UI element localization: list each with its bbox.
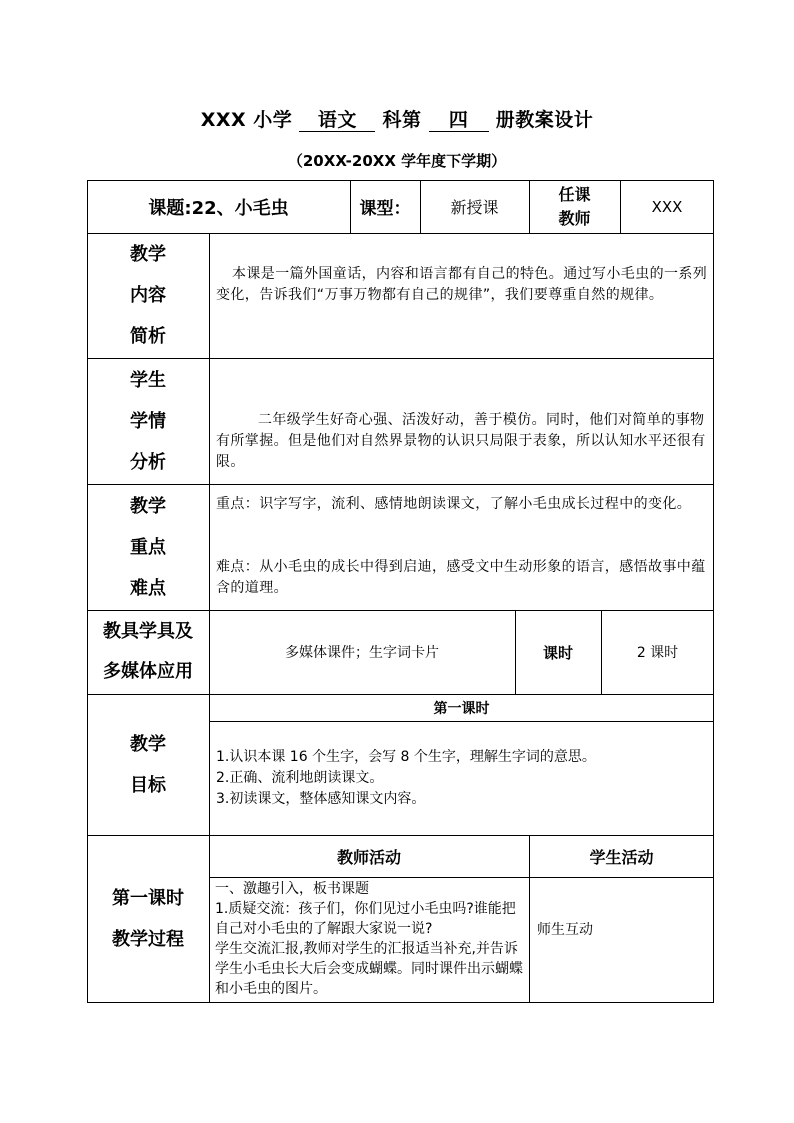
student-activity-text: 师生互动 — [537, 922, 593, 938]
process-label — [87, 835, 209, 1003]
tools-label-1: 教具学具及 — [103, 621, 193, 642]
page-subtitle: （20XX-20XX 学年度下学期） — [287, 152, 507, 170]
student-analysis-label-1: 学生 — [130, 369, 166, 391]
title-mid: 科第 — [382, 109, 422, 131]
objective-item: 3.初读课文，整体感知课文内容。 — [216, 791, 426, 807]
content-intro-label-3: 简析 — [130, 326, 166, 347]
process-label-2: 教学过程 — [112, 929, 184, 950]
objectives-label-1: 教学 — [130, 733, 166, 755]
lesson-type-label: 课型： — [359, 199, 411, 219]
teacher-activity-text — [215, 879, 525, 999]
teacher-value: XXX — [651, 197, 683, 216]
teacher-activity-line: 学生交流汇报,教师对学生的汇报适当补充,并告诉学生小毛虫长大后会变成蝴蝶。同时课件出示蝴蝶和小毛虫的图片。 — [215, 941, 523, 997]
objectives-list — [216, 747, 708, 810]
student-activity-header: 学生活动 — [589, 847, 654, 867]
content-intro-label — [87, 233, 209, 358]
key-points-label — [87, 484, 209, 610]
objectives-label — [87, 694, 209, 835]
objective-item: 2.正确、流利地朗读课文。 — [216, 770, 384, 786]
student-analysis-label-2: 学情 — [130, 410, 166, 432]
content-intro-label-1: 教学 — [130, 244, 166, 265]
objectives-label-2: 目标 — [130, 774, 166, 796]
student-analysis-label — [87, 358, 209, 484]
key-points-label-2: 重点 — [130, 536, 166, 558]
hours-label: 课时 — [542, 643, 573, 662]
hours-value: 2 课时 — [636, 645, 679, 661]
teacher-activity-line: 一、激趣引入，板书课题 — [215, 881, 369, 897]
title-end: 册教案设计 — [495, 109, 594, 131]
lesson-type-value: 新授课 — [450, 198, 499, 217]
title-volume: 四 — [429, 109, 489, 132]
page-title — [0, 105, 794, 132]
key-point-text: 重点：识字写字，流利、感情地朗读课文，了解小毛虫成长过程中的变化。 — [216, 496, 692, 512]
student-analysis-text: 二年级学生好奇心强、活泼好动，善于模仿。同时，他们对简单的事物有所掌握。但是他们对自然界景物的认识只局限于表象，所以认知水平还很有限。 — [216, 412, 706, 470]
lesson-topic: 课题:22、小毛虫 — [148, 197, 289, 219]
row-divider — [209, 721, 714, 722]
key-points-label-1: 教学 — [130, 495, 166, 517]
tools-label — [87, 610, 209, 694]
tools-value: 多媒体课件；生字词卡片 — [285, 645, 439, 661]
row-divider — [209, 877, 714, 878]
process-label-1: 第一课时 — [112, 888, 184, 909]
teacher-label — [529, 180, 620, 233]
key-points-label-3: 难点 — [130, 577, 166, 599]
teacher-activity-line: 1.质疑交流：孩子们，你们见过小毛虫吗?谁能把自己对小毛虫的了解跟大家说一说? — [215, 901, 516, 937]
student-analysis-label-3: 分析 — [130, 451, 166, 473]
difficult-point-text: 难点：从小毛虫的成长中得到启迪，感受文中生动形象的语言，感悟故事中蕴含的道理。 — [216, 559, 706, 596]
teacher-label-line1: 任课 — [558, 184, 591, 204]
tools-label-2: 多媒体应用 — [103, 661, 193, 682]
content-intro-text: 本课是一篇外国童话，内容和语言都有自己的特色。通过写小毛虫的一系列变化，告诉我们“万事万物都有自己的规律”，我们要尊重自然的规律。 — [216, 266, 708, 303]
title-school: XXX 小学 — [200, 109, 293, 131]
objectives-period: 第一课时 — [433, 700, 490, 717]
teacher-activity-header: 教师活动 — [336, 847, 401, 867]
title-subject: 语文 — [299, 109, 375, 132]
objective-item: 1.认识本课 16 个生字，会写 8 个生字，理解生字词的意思。 — [216, 749, 596, 765]
content-intro-label-2: 内容 — [130, 285, 166, 306]
teacher-label-line2: 教师 — [558, 208, 591, 228]
